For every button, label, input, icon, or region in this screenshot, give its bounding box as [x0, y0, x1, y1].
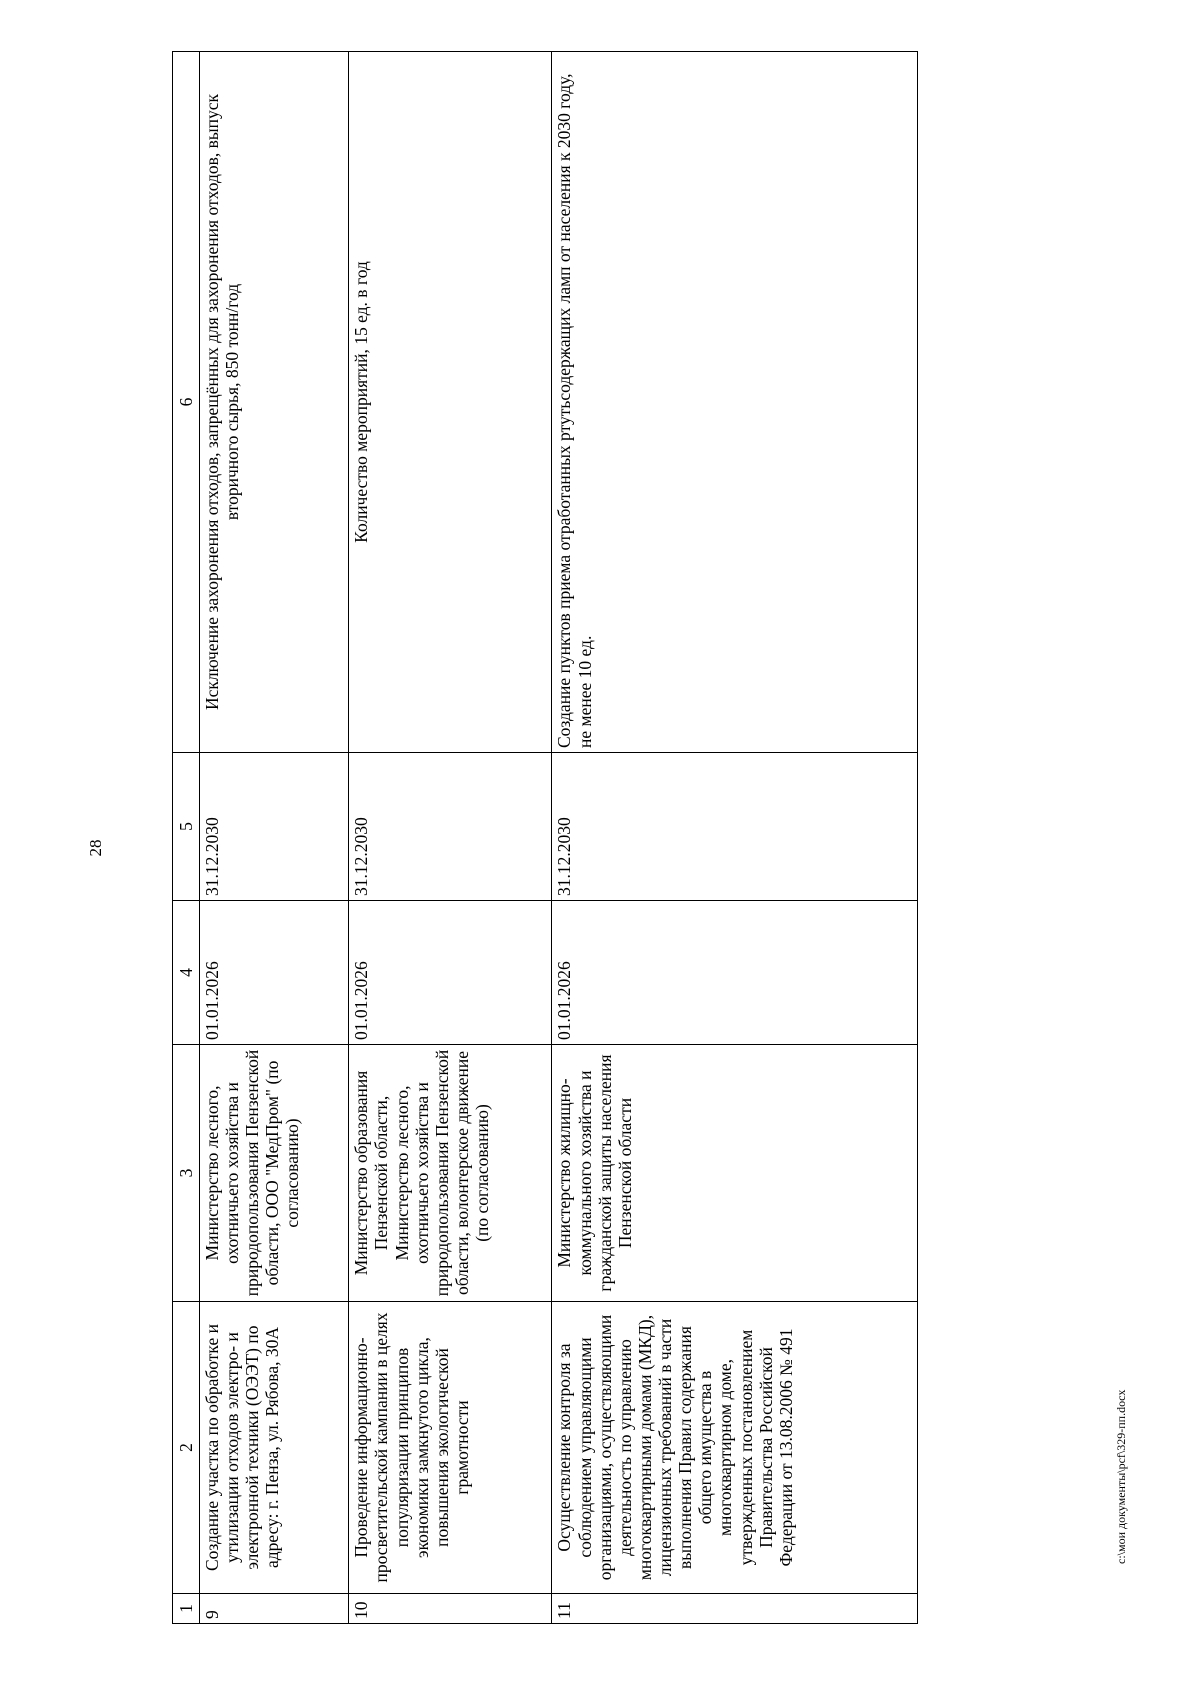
header-cell-1: 1	[173, 1594, 200, 1624]
executor-cell: Министерство лесного, охотничьего хозяйства и природопользования Пензенской области, ООО "МедПром" (по согласованию)	[199, 1045, 349, 1302]
measures-table	[172, 51, 918, 1624]
header-cell-2: 2	[173, 1302, 200, 1594]
start-date-cell: 01.01.2026	[552, 901, 918, 1045]
row-number: 9	[199, 1594, 349, 1624]
executor-cell: Министерство жилищно-коммунального хозяйства и гражданской защиты населения Пензенской области	[552, 1045, 918, 1302]
end-date-cell: 31.12.2030	[199, 753, 349, 901]
header-cell-3: 3	[173, 1045, 200, 1302]
row-number: 11	[552, 1594, 918, 1624]
header-cell-6: 6	[173, 52, 200, 753]
start-date-cell: 01.01.2026	[199, 901, 349, 1045]
executor-cell: Министерство образования Пензенской области, Министерство лесного, охотничьего хозяйства и природопользования Пензенской области, волонтерское движение (по согласованию)	[349, 1045, 552, 1302]
table-row	[199, 52, 349, 1624]
table-row	[349, 52, 552, 1624]
measures-table-rotated	[172, 52, 918, 1624]
header-cell-5: 5	[173, 753, 200, 901]
result-cell: Создание пунктов приема отработанных ртутьсодержащих ламп от населения к 2030 году, не менее 10 ед.	[552, 52, 918, 753]
start-date-cell: 01.01.2026	[349, 901, 552, 1045]
header-cell-4: 4	[173, 901, 200, 1045]
event-cell: Создание участка по обработке и утилизации отходов электро- и электронной техники (ОЭЭТ) по адресу: г. Пенза, ул. Рябова, 30А	[199, 1302, 349, 1594]
result-cell: Исключение захоронения отходов, запрещённых для захоронения отходов, выпуск вторичного сырья, 850 тонн/год	[199, 52, 349, 753]
document-file-path: c:\мои документы\pcf\329-пп.docx	[1114, 1389, 1128, 1564]
event-cell: Проведение информационно-просветительской кампании в целях популяризации принципов экономики замкнутого цикла, повышения экологической грамотности	[349, 1302, 552, 1594]
table-header-row	[173, 52, 200, 1624]
page-number: 28	[86, 839, 105, 857]
table-row	[552, 52, 918, 1624]
end-date-cell: 31.12.2030	[349, 753, 552, 901]
event-cell: Осуществление контроля за соблюдением управляющими организациями, осуществляющими деятельность по управлению многоквартирными домами (МКД), лицензионных требований в части выполнения Правил содержания общего имущества в многоквартирном доме, утвержденных постановлением Правительства Российской Федерации от 13.08.2006 № 491	[552, 1302, 918, 1594]
row-number: 10	[349, 1594, 552, 1624]
result-cell: Количество мероприятий, 15 ед. в год	[349, 52, 552, 753]
end-date-cell: 31.12.2030	[552, 753, 918, 901]
